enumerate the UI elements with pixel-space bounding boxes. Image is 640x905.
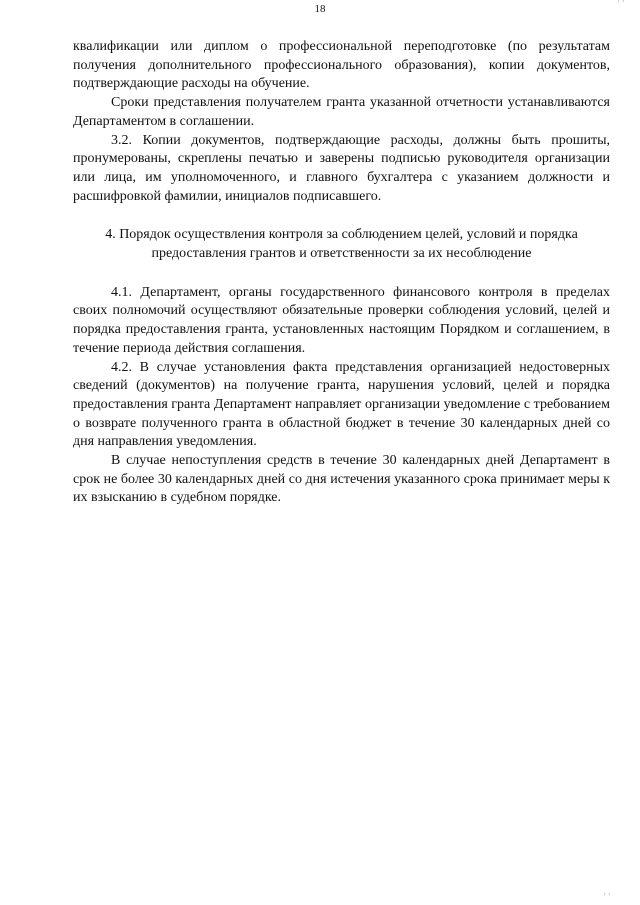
- scan-mark-top: ' ': [617, 0, 624, 10]
- section-heading-line-2: предоставления грантов и ответственности за их несоблюдение: [151, 246, 532, 262]
- section-heading-line-1: 4. Порядок осуществления контроля за соблюдением целей, условий и порядка: [105, 227, 578, 243]
- paragraph-reporting-deadlines: Сроки представления получателем гранта указанной отчетности устанавливаются Департаментом в соглашении.: [73, 95, 610, 129]
- paragraph-3-2: 3.2. Копии документов, подтверждающие расходы, должны быть прошиты, пронумерованы, скреплены печатью и заверены подписью руководителя организации или лица, им уполномоченного, и главного бухгалтера с указанием должности и расшифровкой фамилии, инициалов подписавшего.: [73, 132, 610, 204]
- paragraph-non-receipt: В случае непоступления средств в течение 30 календарных дней Департамент в срок не более 30 календарных дней со дня истечения указанного срока принимает меры к их взысканию в судебном порядке.: [73, 453, 610, 506]
- paragraph-4-2: 4.2. В случае установления факта представления организацией недостоверных сведений (документов) на получение гранта, нарушения условий, целей и порядка предоставления гранта Департамент направляет организации уведомление с требованием о возврате полученного гранта в областной бюджет в течение 30 календарных дней со дня направления уведомления.: [73, 359, 610, 450]
- paragraph-4-1: 4.1. Департамент, органы государственного финансового контроля в пределах своих полномочий осуществляют обязательные проверки соблюдения условий, целей и порядка предоставления гранта, установленных настоящим Порядком и соглашением, в течение периода действия соглашения.: [73, 284, 610, 356]
- document-body: [73, 38, 610, 508]
- paragraph-continuation: квалификации или диплом о профессиональной переподготовке (по результатам получения дополнительного профессионального образования), копии документов, подтверждающие расходы на обучение.: [73, 39, 610, 92]
- page-number: 18: [314, 3, 326, 15]
- scan-mark-bottom: ' ': [603, 892, 610, 903]
- section-heading: [73, 226, 610, 263]
